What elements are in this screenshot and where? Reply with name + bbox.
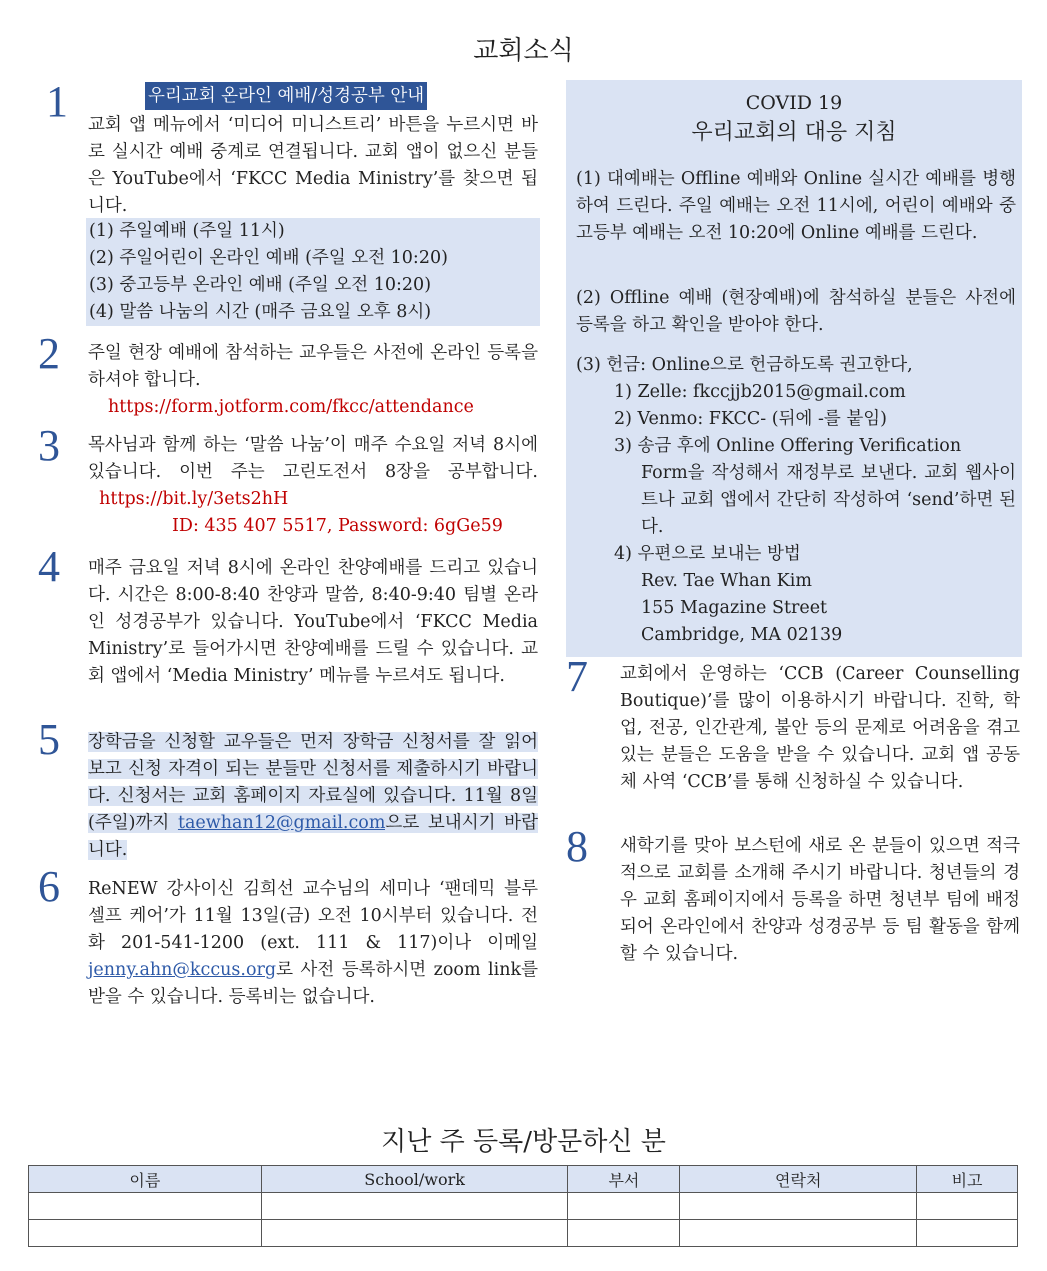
table-cell xyxy=(261,1220,568,1247)
table-cell xyxy=(680,1220,917,1247)
section-2-body: 주일 현장 예배에 참석하는 교우들은 사전에 온라인 등록을 하셔야 합니다. xyxy=(88,343,538,390)
page-title: 교회소식 xyxy=(473,36,574,66)
schedule-item: (1) 주일예배 (주일 11시) xyxy=(89,221,285,241)
section-number-4: 4 xyxy=(38,542,60,591)
worship-schedule-list xyxy=(86,218,540,326)
section-4-body: 매주 금요일 저녁 8시에 온라인 찬양예배를 드리고 있습니다. 시간은 8:00-8:40 찬양과 말씀, 8:40-9:40 팀별 온라인 성경공부가 있습니다. YouTube에서 ‘FKCC Media Ministry’로 들어가시면 찬양예배를 드릴 수 있습니다. 교회 앱에서 ‘Media Ministry’ 메뉴를 누르셔도 됩니다. xyxy=(88,558,538,686)
table-cell xyxy=(917,1220,1018,1247)
section-6-body xyxy=(88,876,538,1011)
section-3-text: 목사님과 함께 하는 ‘말씀 나눔’이 매주 수요일 저녁 8시에 있습니다. 이번 주는 고린도전서 8장을 공부합니다. xyxy=(88,435,538,482)
section-number-6: 6 xyxy=(38,862,60,911)
table-cell xyxy=(680,1193,917,1220)
column-header-contact: 연락처 xyxy=(680,1166,917,1193)
covid-guideline-2: (2) Offline 예배 (현장예배)에 참석하실 분들은 사전에 등록을 하고 확인을 받아야 한다. xyxy=(576,288,1016,335)
bible-study-link[interactable]: https://bit.ly/3ets2hH xyxy=(99,489,289,509)
covid-title: COVID 19 xyxy=(745,92,843,114)
section-5-text: 장학금을 신청할 교우들은 먼저 장학금 신청서를 잘 읽어 보고 신청 자격이 되는 분들만 신청서를 제출하시기 바랍니다. 신청서는 교회 홈페이지 자료실에 있습니다. 11월 8일 (주일)까지 xyxy=(88,732,538,833)
section-5-tail: 으로 보내시기 바랍니다. xyxy=(88,813,538,860)
section-7-body: 교회에서 운영하는 ‘CCB (Career Counselling Boutique)’를 많이 이용하시기 바랍니다. 진학, 학업, 전공, 인간관계, 불안 등의 문제로 어려움을 겪고 있는 분들은 도움을 받을 수 있습니다. 교회 앱 공동체 사역 ‘CCB’를 통해 신청하실 수 있습니다. xyxy=(620,664,1020,792)
verification-lead: 3) 송금 후에 Online Offering Verification xyxy=(614,436,962,456)
column-header-notes: 비고 xyxy=(917,1166,1018,1193)
section-6-tail: 로 사전 등록하시면 zoom link를 받을 수 있습니다. 등록비는 없습니다. xyxy=(88,960,538,1007)
address-line: Cambridge, MA 02139 xyxy=(641,625,843,645)
section-3-body xyxy=(88,432,538,513)
section-number-1: 1 xyxy=(46,77,68,126)
table-cell xyxy=(917,1193,1018,1220)
table-cell xyxy=(568,1220,680,1247)
section-8-body: 새학기를 맞아 보스턴에 새로 온 분들이 있으면 적극적으로 교회를 소개해 주시기 바랍니다. 청년들의 경우 교회 홈페이지에서 등록을 하면 청년부 팀에 배정되어 온라인에서 찬양과 성경공부 등 팀 활동을 함께 할 수 있습니다. xyxy=(620,836,1020,964)
registry-title: 지난 주 등록/방문하신 분 xyxy=(381,1127,666,1157)
scholarship-email-link[interactable]: taewhan12@gmail.com xyxy=(177,813,386,833)
address-line: 155 Magazine Street xyxy=(641,598,828,618)
registry-table xyxy=(28,1165,1018,1247)
column-header-department: 부서 xyxy=(568,1166,680,1193)
table-cell xyxy=(29,1193,262,1220)
zelle-info: 1) Zelle: fkccjjb2015@gmail.com xyxy=(614,382,906,402)
section-number-2: 2 xyxy=(38,329,60,378)
section-number-3: 3 xyxy=(38,421,60,470)
covid-guidelines-box xyxy=(566,80,1022,657)
section-6-text: ReNEW 강사이신 김희선 교수님의 세미나 ‘팬데믹 블루 셀프 케어’가 11월 13일(금) 오전 10시부터 있습니다. 전화 201-541-1200 (ext. 111 & 117)이나 이메일 xyxy=(88,879,538,953)
venmo-info: 2) Venmo: FKCC- (뒤에 -를 붙임) xyxy=(614,409,887,429)
section-5-body xyxy=(88,729,538,864)
table-cell xyxy=(261,1193,568,1220)
address-line: Rev. Tae Whan Kim xyxy=(641,571,812,591)
covid-subtitle: 우리교회의 대응 지침 xyxy=(691,120,897,145)
table-header-row xyxy=(29,1166,1018,1193)
section-number-8: 8 xyxy=(566,822,588,871)
schedule-item: (4) 말씀 나눔의 시간 (매주 금요일 오후 8시) xyxy=(89,302,432,322)
attendance-link[interactable]: https://form.jotform.com/fkcc/attendance xyxy=(108,397,474,417)
covid-guideline-3: (3) 헌금: Online으로 헌금하도록 권고한다, xyxy=(576,355,913,375)
table-cell xyxy=(29,1220,262,1247)
seminar-email-link[interactable]: jenny.ahn@kccus.org xyxy=(88,960,277,980)
table-cell xyxy=(568,1193,680,1220)
schedule-item: (3) 중고등부 온라인 예배 (주일 오전 10:20) xyxy=(89,275,432,295)
mail-method: 4) 우편으로 보내는 방법 xyxy=(614,544,801,564)
section-1-body: 교회 앱 메뉴에서 ‘미디어 미니스트리’ 바튼을 누르시면 바로 실시간 예배 중계로 연결됩니다. 교회 앱이 없으신 분들은 YouTube에서 ‘FKCC Media Ministry’를 찾으면 됩니다. xyxy=(88,115,538,216)
verification-body: Form을 작성해서 재정부로 보낸다. 교회 웹사이트나 교회 앱에서 간단히 작성하여 ‘send’하면 된다. xyxy=(641,463,1016,537)
zoom-meeting-info: ID: 435 407 5517, Password: 6gGe59 xyxy=(172,516,503,536)
section-1-title: 우리교회 온라인 예배/성경공부 안내 xyxy=(145,82,427,110)
schedule-item: (2) 주일어린이 온라인 예배 (주일 오전 10:20) xyxy=(89,248,448,268)
table-row xyxy=(29,1193,1018,1220)
column-header-name: 이름 xyxy=(29,1166,262,1193)
table-row xyxy=(29,1220,1018,1247)
covid-guideline-1: (1) 대예배는 Offline 예배와 Online 실시간 예배를 병행하여 드린다. 주일 예배는 오전 11시에, 어린이 예배와 중고등부 예배는 오전 10:20에 Online 예배를 드린다. xyxy=(576,169,1016,243)
section-number-5: 5 xyxy=(38,715,60,764)
section-number-7: 7 xyxy=(566,652,588,701)
column-header-school-work: School/work xyxy=(261,1166,568,1193)
